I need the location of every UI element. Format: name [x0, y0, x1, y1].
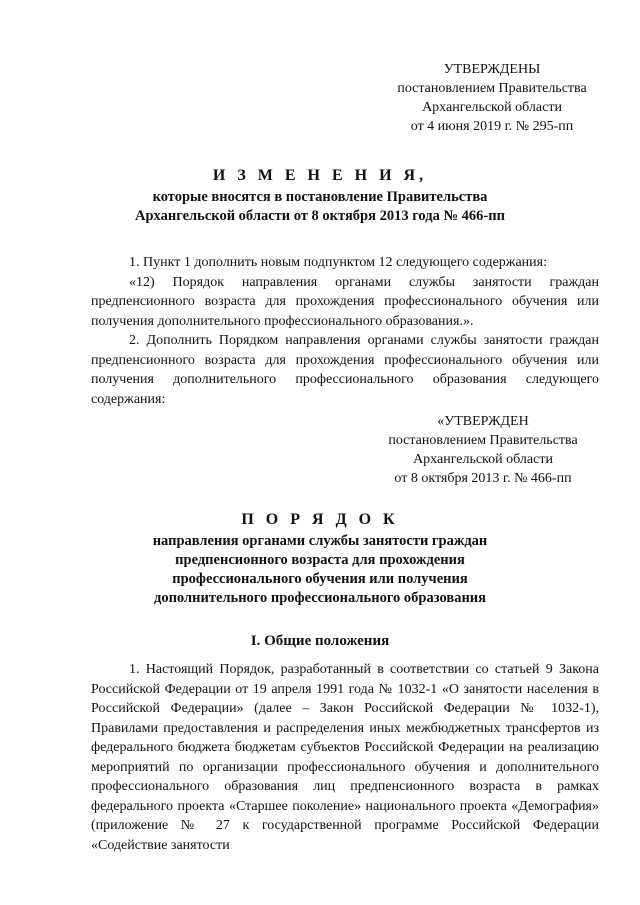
- approval-top-line2: Архангельской области: [422, 100, 562, 115]
- approval-stamp-mid: [370, 412, 596, 488]
- paragraph-item-1: 1. Пункт 1 дополнить новым подпунктом 12 следующего содержания:: [129, 255, 547, 270]
- changes-heading: [60, 166, 580, 226]
- order-subtitle-line2: предпенсионного возраста для прохождения: [175, 552, 465, 568]
- paragraph-order-1: 1. Настоящий Порядок, разработанный в соответствии со статьей 9 Закона Российской Федерации от 19 апреля 1991 года № 1032-1 «О занятости населения в Российской Федерации» (далее – Закон Российской Федерации № 1032-1), Правилами предоставления и распределения иных межбюджетных трансфертов из федерального бюджета бюджетам субъектов Российской Федерации на реализацию мероприятий по организации профессионального обучения и дополнительного профессионального образования лиц предпенсионного возраста в рамках федерального проекта «Старшее поколение» национального проекта «Демография» (приложение № 27 к государственной программе Российской Федерации «Содействие занятости: [91, 662, 599, 853]
- order-subtitle-line4: дополнительного профессионального образования: [153, 590, 486, 606]
- order-subtitle-line3: профессионального обучения или получения: [172, 571, 468, 587]
- approval-mid-line2: Архангельской области: [413, 452, 553, 467]
- approval-top-line3: от 4 июня 2019 г. № 295-пп: [410, 119, 574, 134]
- order-heading: [60, 510, 580, 608]
- approval-top-line1: постановлением Правительства: [397, 81, 587, 96]
- changes-subtitle-line2: Архангельской области от 8 октября 2013 года № 466-пп: [135, 208, 505, 224]
- changes-body: [91, 253, 599, 409]
- changes-title: И З М Е Н Е Н И Я,: [212, 167, 428, 184]
- order-subtitle-line1: направления органами службы занятости граждан: [152, 533, 488, 549]
- approval-top-title: УТВЕРЖДЕНЫ: [443, 62, 541, 77]
- approval-mid-line1: постановлением Правительства: [388, 433, 578, 448]
- order-body: [91, 660, 599, 855]
- changes-subtitle-line1: которые вносятся в постановление Правительства: [152, 189, 488, 205]
- approval-mid-title: «УТВЕРЖДЕН: [437, 414, 529, 429]
- order-title: П О Р Я Д О К: [241, 511, 399, 528]
- paragraph-quote-12: «12) Порядок направления органами службы занятости граждан предпенсионного возраста для прохождения профессионального обучения или получения дополнительного профессионального образования.».: [91, 274, 599, 329]
- paragraph-item-2: 2. Дополнить Порядком направления органами службы занятости граждан предпенсионного возраста для прохождения профессионального обучения или получения дополнительного профессионального образования следующего содержания:: [91, 333, 599, 407]
- section-title: I. Общие положения: [250, 633, 390, 649]
- approval-stamp-top: [380, 60, 604, 136]
- approval-mid-line3: от 8 октября 2013 г. № 466-пп: [394, 471, 572, 486]
